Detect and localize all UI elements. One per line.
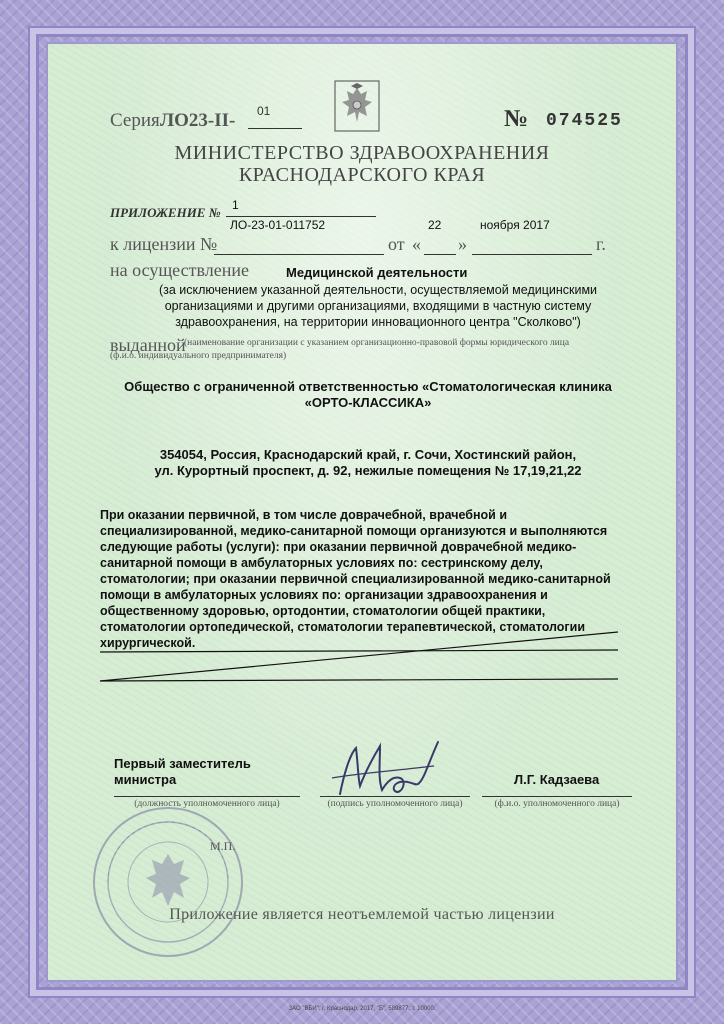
issued-label: выданной <box>110 335 186 355</box>
services-line-3: следующие работы (услуги): при оказании первичной доврачебной медико- <box>100 540 577 554</box>
services-line-6: помощи в амбулаторных условиях по: организации здравоохранения и <box>100 588 548 602</box>
document-sheet <box>48 44 676 980</box>
activity-title: Медицинской деятельности <box>286 265 468 280</box>
caption-name: (ф.и.о. уполномоченного лица) <box>494 799 620 809</box>
caption-signature: (подпись уполномоченного лица) <box>327 799 463 809</box>
form-number: 074525 <box>546 111 623 131</box>
organization-name-line-2: «ОРТО-КЛАССИКА» <box>304 395 432 410</box>
printer-imprint: ЗАО "ВБИ", г. Краснодар, 2017, "Б", 589877, т. 10000. <box>288 1006 436 1012</box>
license-month-year: ноября 2017 <box>480 218 550 232</box>
services-line-1: При оказании первичной, в том числе доврачебной, врачебной и <box>100 508 508 522</box>
license-from-label: от <box>388 234 405 254</box>
services-line-9: хирургической. <box>100 636 196 650</box>
license-day: 22 <box>428 218 442 232</box>
caption-position: (должность уполномоченного лица) <box>134 799 280 809</box>
organization-name-line-1: Общество с ограниченной ответственностью «Стоматологическая клиника <box>124 379 612 394</box>
footer-statement: Приложение является неотъемлемой частью лицензии <box>169 906 555 923</box>
license-year-suffix: г. <box>596 234 606 254</box>
official-seal <box>88 802 248 962</box>
services-line-7: общественному здоровью, ортодонтии, стоматологии общей практики, <box>100 604 546 618</box>
issued-caption-line-1: (наименование организации с указанием организационно-правовой формы юридического лица <box>184 338 570 348</box>
address-line-2: ул. Курортный проспект, д. 92, нежилые помещения № 17,19,21,22 <box>154 463 582 478</box>
activity-note-line-3: здравоохранения, на территории инновационного центра "Сколково") <box>175 315 581 329</box>
services-line-4: санитарной помощи в амбулаторных условиях по: сестринскому делу, <box>100 556 543 570</box>
activity-label: на осуществление <box>110 260 249 280</box>
signatory-position-line-1: Первый заместитель <box>114 756 251 771</box>
activity-note-line-2: организациями и другими организациями, входящими в частную систему <box>164 299 592 313</box>
appendix-number: 1 <box>232 198 239 212</box>
position-underline <box>114 796 300 797</box>
series-label: Серия <box>110 110 160 131</box>
seal-place-label: М.П. <box>210 839 236 853</box>
services-line-8: стоматологии ортопедической, стоматологии терапевтической, стоматологии <box>100 620 586 634</box>
series-code: ЛО23-II- <box>160 110 236 131</box>
series-code-suffix: 01 <box>257 104 271 118</box>
number-sign: № <box>504 106 529 132</box>
activity-note-line-1: (за исключением указанной деятельности, осуществляемой медицинскими <box>158 283 598 297</box>
authority-line-2: КРАСНОДАРСКОГО КРАЯ <box>238 164 486 186</box>
signatory-position-line-2: министра <box>114 772 177 787</box>
address-line-1: 354054, Россия, Краснодарский край, г. Сочи, Хостинский район, <box>159 447 577 462</box>
handwritten-signature <box>322 734 452 809</box>
license-prefix: к лицензии № <box>110 234 218 254</box>
services-line-2: специализированной, медико-санитарной помощи организуются и выполняются <box>100 524 608 538</box>
name-underline <box>482 796 632 797</box>
license-close-quote: » <box>458 234 467 254</box>
signatory-name: Л.Г. Кадзаева <box>514 772 600 787</box>
appendix-label: ПРИЛОЖЕНИЕ № <box>110 205 221 220</box>
license-open-quote: « <box>412 234 421 254</box>
issued-caption-line-2: (ф.и.о. индивидуального предпринимателя) <box>110 351 287 361</box>
authority-line-1: МИНИСТЕРСТВО ЗДРАВООХРАНЕНИЯ <box>174 142 550 164</box>
services-line-5: стоматологии; при оказании первичной специализированной медико-санитарной <box>100 572 611 586</box>
license-number: ЛО-23-01-011752 <box>230 218 326 232</box>
